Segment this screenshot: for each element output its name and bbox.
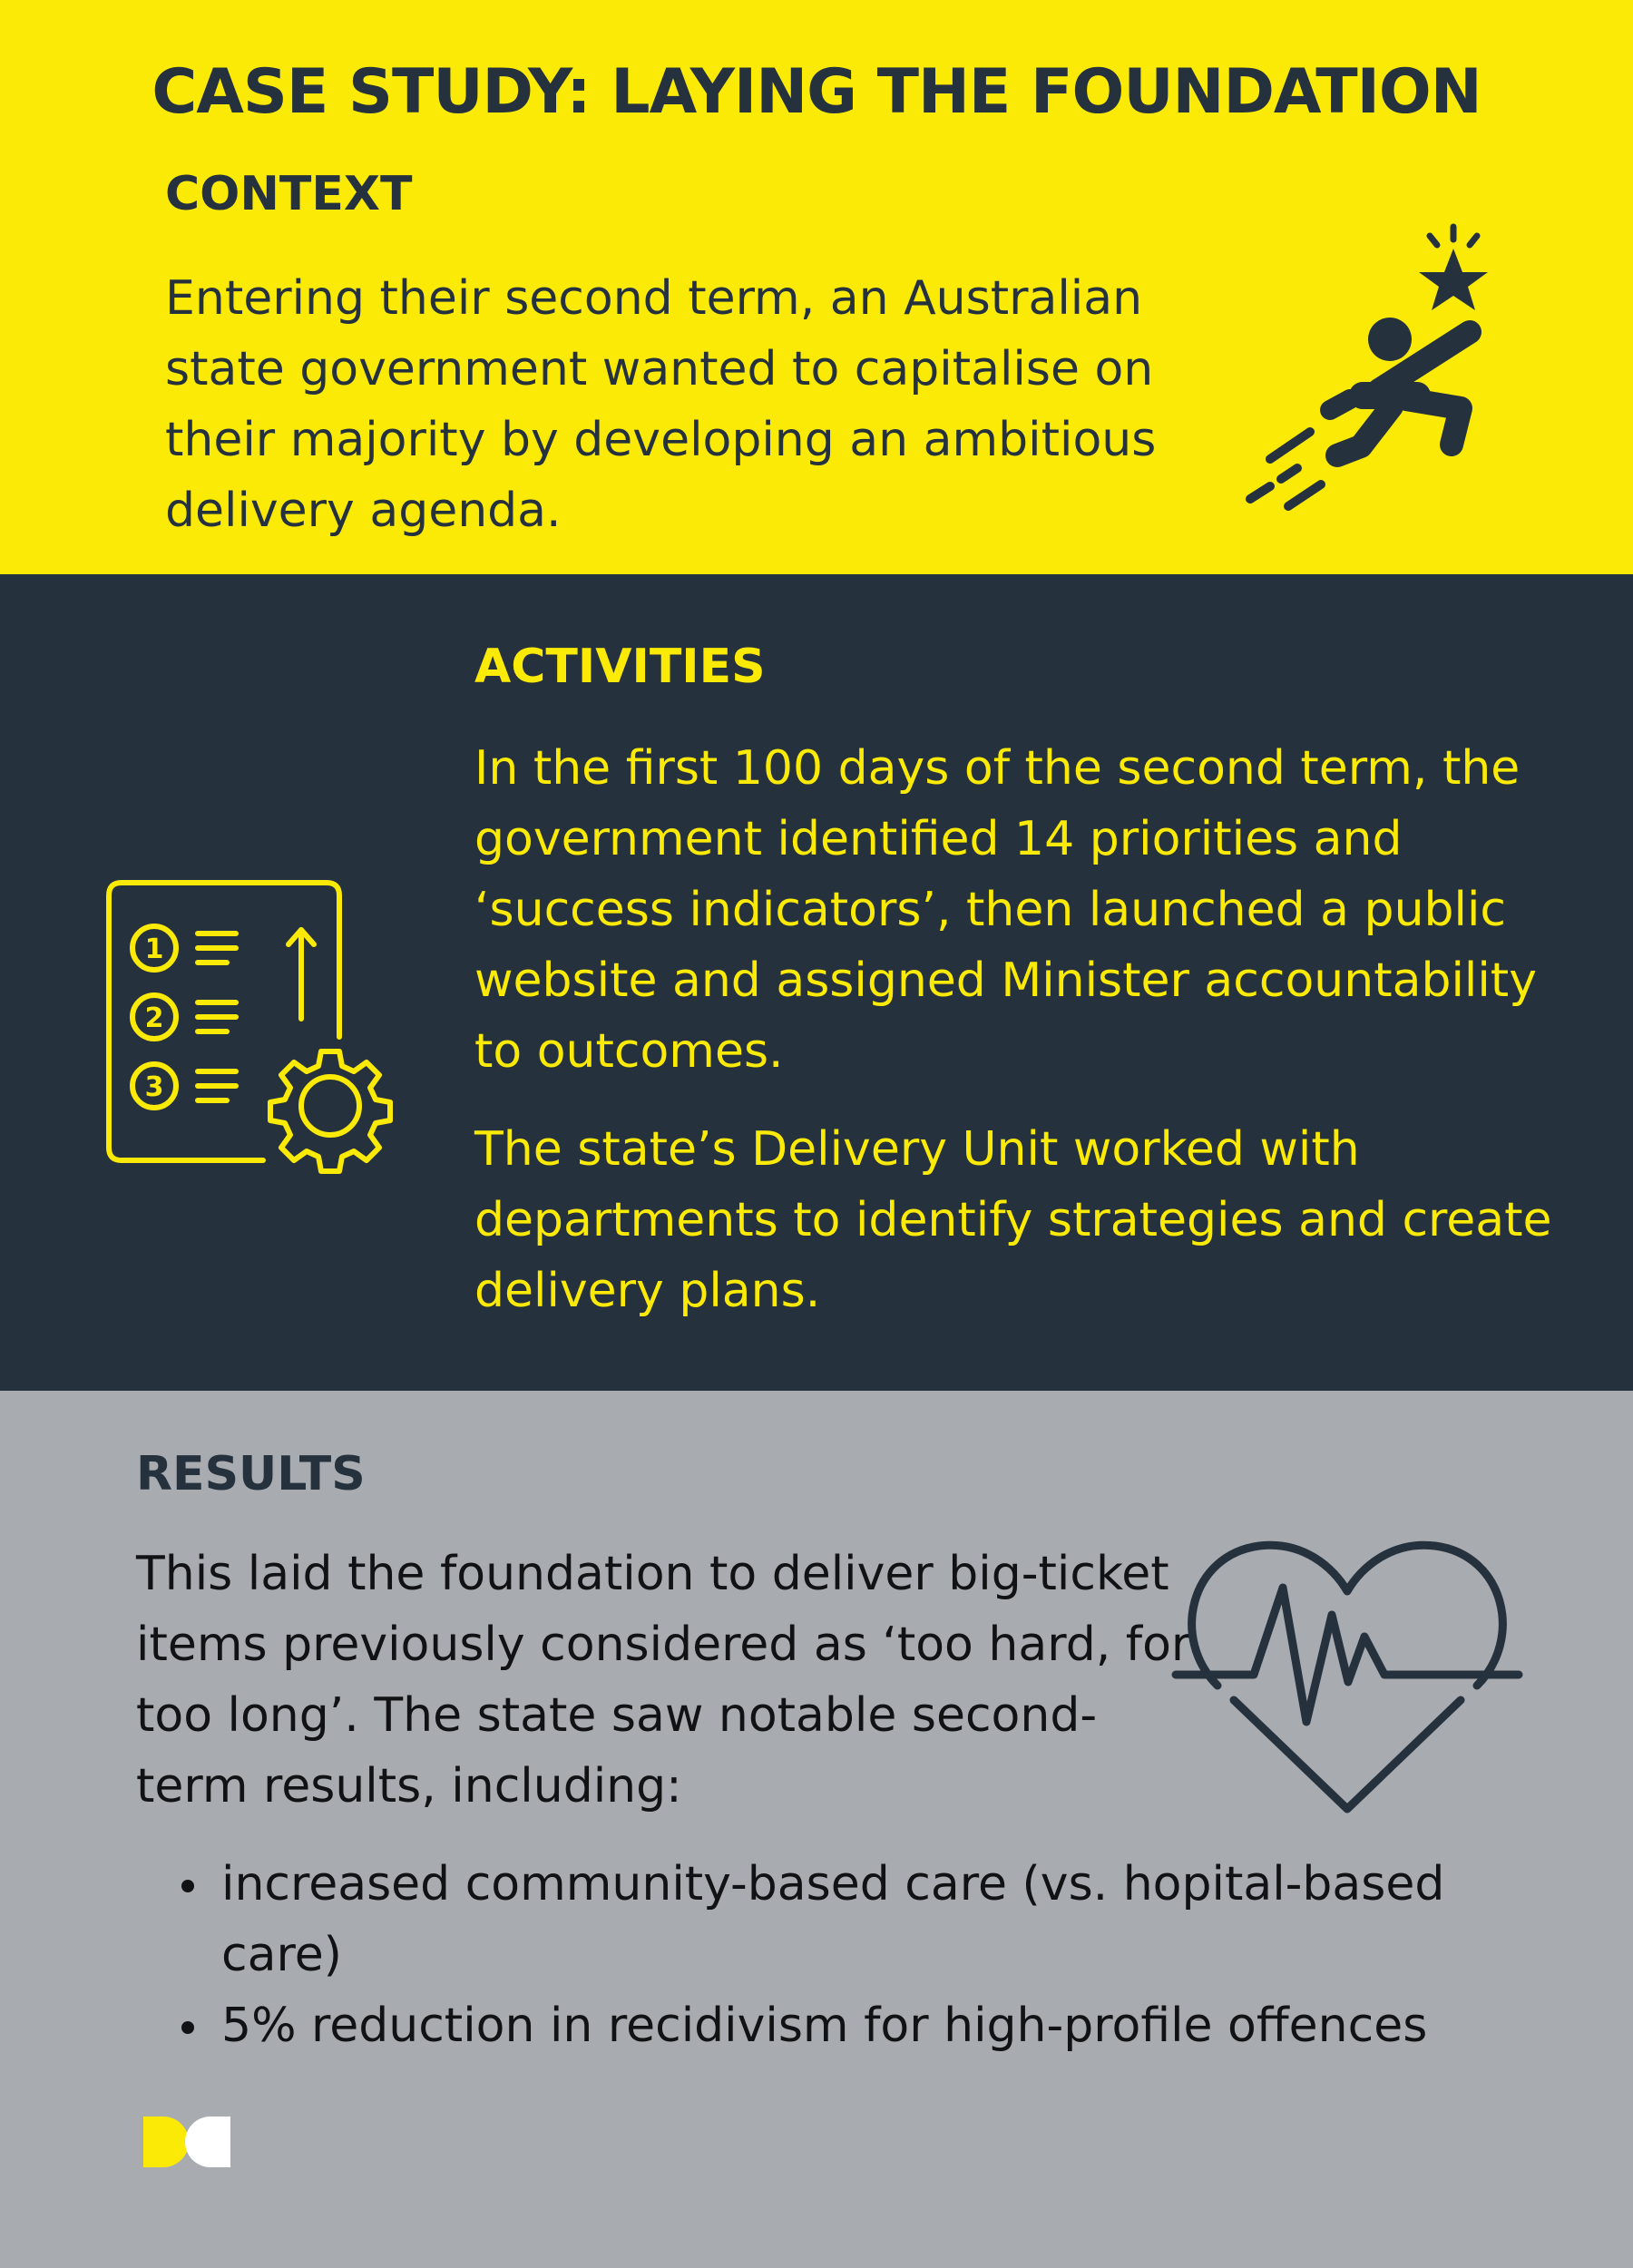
dc-logo-icon	[143, 2116, 230, 2167]
results-section	[0, 1391, 1633, 2268]
results-body: This laid the foundation to deliver big-ticket items previously considered as ‘too hard, for too long’. The state saw notable second-term results, including:	[136, 1547, 1191, 1813]
activities-heading: ACTIVITIES	[474, 640, 766, 694]
context-section	[0, 0, 1633, 574]
context-body: Entering their second term, an Australian state government wanted to capitalise on their majority by developing an ambitious delivery agenda.	[165, 271, 1157, 538]
numbered-checklist-gear-icon	[100, 874, 417, 1182]
checklist-number-1: 1	[144, 934, 164, 965]
page-title: CASE STUDY: LAYING THE FOUNDATION	[152, 56, 1481, 128]
activities-paragraph-1: In the first 100 days of the second term, the government identified 14 priorities and ‘success indicators’, then launched a public website and assigned Minister accountability to outcomes.	[474, 741, 1537, 1079]
activities-paragraph-2: The state’s Delivery Unit worked with departments to identify strategies and create delivery plans.	[474, 1122, 1552, 1318]
checklist-number-2: 2	[144, 1002, 164, 1034]
running-person-star-icon	[1243, 209, 1533, 517]
results-heading: RESULTS	[136, 1447, 366, 1501]
checklist-number-3: 3	[144, 1071, 164, 1103]
list-item: increased community-based care (vs. hopital-based care)	[181, 1849, 1560, 1990]
list-item: 5% reduction in recidivism for high-profile offences	[181, 1990, 1560, 2061]
activities-section	[0, 574, 1633, 1391]
heartbeat-icon	[1170, 1531, 1524, 1822]
results-bullet-list	[181, 1849, 1560, 2061]
context-heading: CONTEXT	[165, 167, 413, 221]
